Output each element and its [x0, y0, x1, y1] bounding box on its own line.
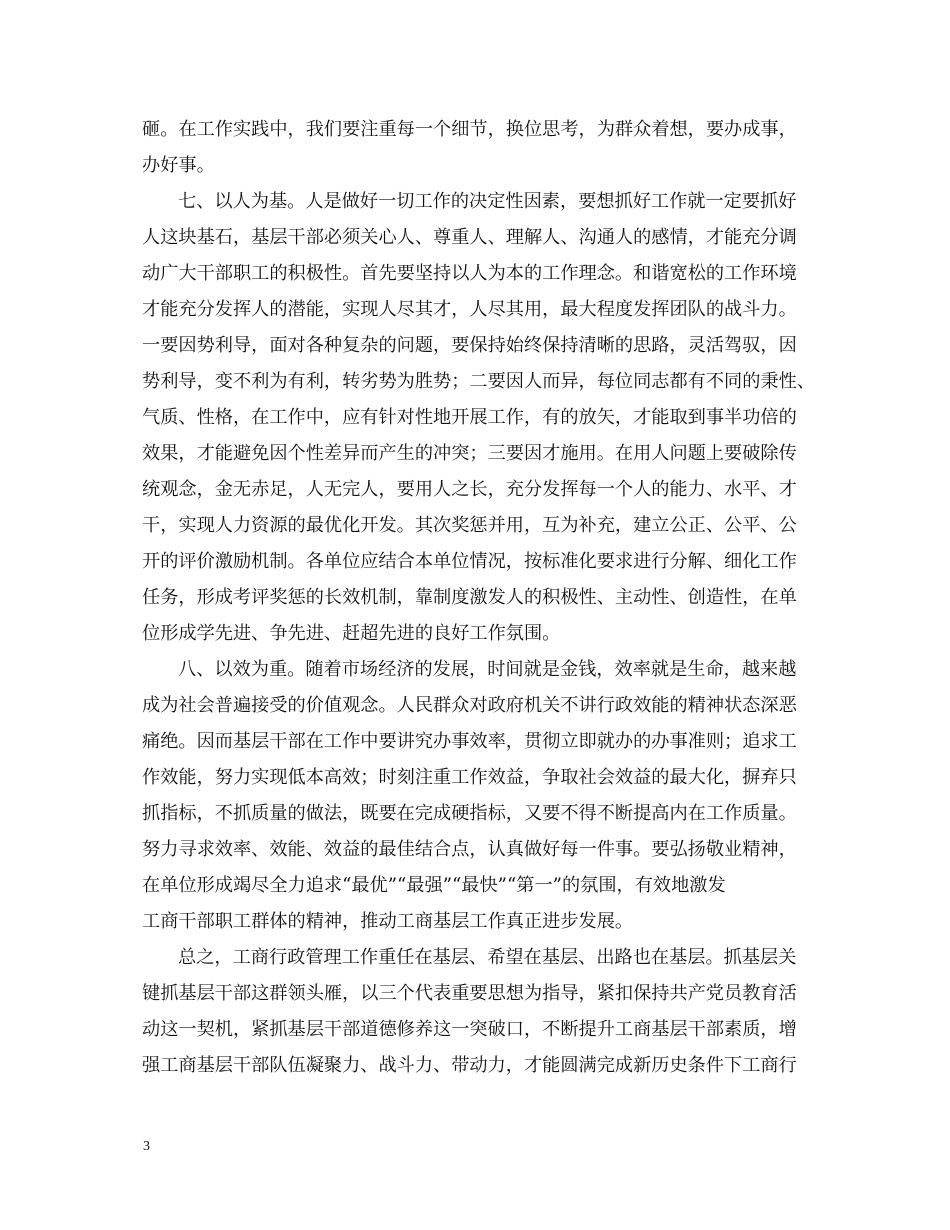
paragraph-start-line: 七、以人为基。人是做好一切工作的决定性因素，要想抓好工作就一定要抓好 [178, 191, 797, 212]
text-line: 效果，才能避免因个性差异而产生的冲突；三要因才施用。在用人问题上要破除传 [142, 443, 797, 464]
paragraph-start-line: 八、以效为重。随着市场经济的发展，时间就是金钱，效率就是生命，越来越 [178, 659, 797, 680]
text-line: 动广大干部职工的积极性。首先要坚持以人为本的工作理念。和谐宽松的工作环境 [142, 263, 797, 284]
text-line: 抓指标，不抓质量的做法，既要在完成硬指标，又要不得不断提高内在工作质量。 [142, 803, 797, 824]
text-line: 统观念，金无赤足，人无完人，要用人之长，充分发挥每一个人的能力、水平、才 [142, 479, 797, 500]
page-number: 3 [143, 1139, 150, 1154]
text-line: 痛绝。因而基层干部在工作中要讲究办事效率，贯彻立即就办的办事准则；追求工 [142, 731, 797, 752]
text-line: 动这一契机，紧抓基层干部道德修养这一突破口，不断提升工商基层干部素质，增 [142, 1019, 797, 1040]
text-line: 努力寻求效率、效能、效益的最佳结合点，认真做好每一件事。要弘扬敬业精神， [142, 839, 797, 860]
text-line: 砸。在工作实践中，我们要注重每一个细节，换位思考，为群众着想，要办成事， [142, 119, 797, 140]
text-line: 干，实现人力资源的最优化开发。其次奖惩并用，互为补充，建立公正、公平、公 [142, 515, 797, 536]
text-line: 强工商基层干部队伍凝聚力、战斗力、带动力，才能圆满完成新历史条件下工商行 [142, 1055, 797, 1076]
text-line: 才能充分发挥人的潜能，实现人尽其才，人尽其用，最大程度发挥团队的战斗力。 [142, 299, 797, 320]
text-line: 作效能，努力实现低本高效；时刻注重工作效益，争取社会效益的最大化，摒弃只 [142, 767, 797, 788]
text-line: 成为社会普遍接受的价值观念。人民群众对政府机关不讲行政效能的精神状态深恶 [142, 695, 797, 716]
text-line: 开的评价激励机制。各单位应结合本单位情况，按标准化要求进行分解、细化工作 [142, 551, 797, 572]
text-line: 在单位形成竭尽全力追求“最优”“最强”“最快”“第一”的氛围，有效地激发 [142, 875, 726, 896]
text-line: 气质、性格，在工作中，应有针对性地开展工作，有的放矢，才能取到事半功倍的 [142, 407, 797, 428]
text-line: 工商干部职工群体的精神，推动工商基层工作真正进步发展。 [142, 911, 634, 932]
text-line: 任务，形成考评奖惩的长效机制，靠制度激发人的积极性、主动性、创造性，在单 [142, 587, 797, 608]
text-line: 位形成学先进、争先进、赶超先进的良好工作氛围。 [142, 623, 561, 644]
text-line: 办好事。 [142, 155, 215, 176]
text-line: 键抓基层干部这群领头雁，以三个代表重要思想为指导，紧扣保持共产党员教育活 [142, 983, 797, 1004]
text-line: 势利导，变不利为有利，转劣势为胜势；二要因人而异，每位同志都有不同的秉性、 [142, 371, 815, 392]
paragraph-start-line: 总之，工商行政管理工作重任在基层、希望在基层、出路也在基层。抓基层关 [178, 947, 797, 968]
text-line: 人这块基石，基层干部必须关心人、尊重人、理解人、沟通人的感情，才能充分调 [142, 227, 797, 248]
text-line: 一要因势利导，面对各种复杂的问题，要保持始终保持清晰的思路，灵活驾驭，因 [142, 335, 797, 356]
